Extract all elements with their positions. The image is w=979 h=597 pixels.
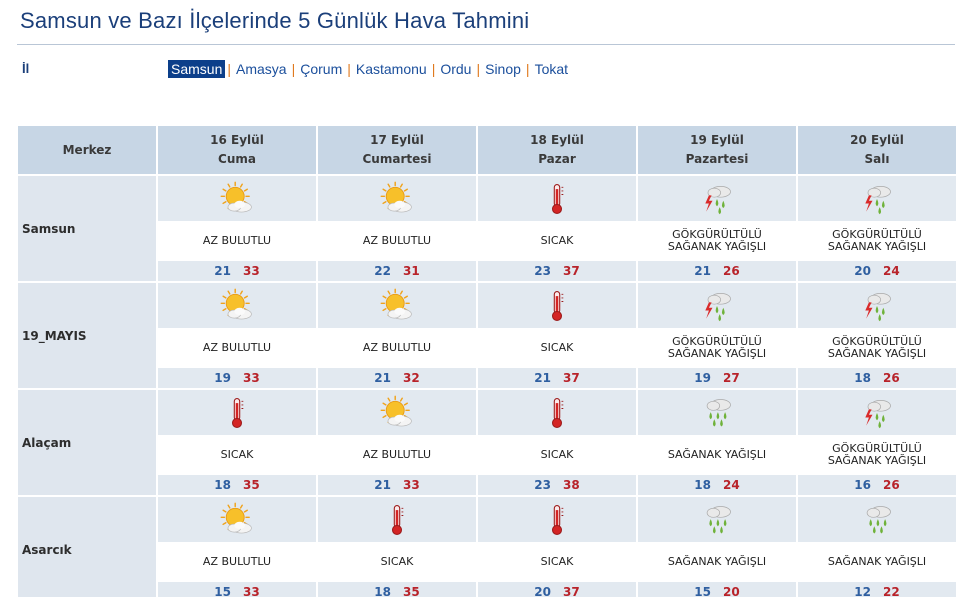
forecast-icon-row <box>17 175 957 222</box>
min-temperature: 22 <box>374 264 391 278</box>
day-header <box>637 125 797 175</box>
max-temperature: 27 <box>723 371 740 385</box>
min-temperature: 19 <box>694 371 711 385</box>
min-temperature: 15 <box>694 585 711 597</box>
temperature-cell <box>477 260 637 282</box>
day-header <box>477 125 637 175</box>
temperature-cell <box>157 474 317 496</box>
weather-description-line: SAĞANAK YAĞIŞLI <box>827 454 927 467</box>
nav-separator: | <box>347 61 351 77</box>
weather-description <box>157 329 317 367</box>
weather-description-line: SICAK <box>540 555 574 568</box>
weather-icon-cell <box>637 496 797 543</box>
nav-separator: | <box>227 61 231 77</box>
min-temperature: 18 <box>214 478 231 492</box>
weather-description <box>797 222 957 260</box>
shower-rain-icon <box>859 502 895 538</box>
province-link-tokat[interactable]: Tokat <box>534 61 569 77</box>
partly-cloudy-icon <box>219 288 255 324</box>
weather-description-line: SICAK <box>540 341 574 354</box>
forecast-icon-row <box>17 389 957 436</box>
min-temperature: 16 <box>854 478 871 492</box>
min-temperature: 18 <box>694 478 711 492</box>
min-temperature: 21 <box>694 264 711 278</box>
day-weekday: Cumartesi <box>362 152 432 166</box>
province-nav <box>168 60 571 78</box>
weather-description <box>477 543 637 581</box>
hot-thermometer-icon <box>539 502 575 538</box>
min-temperature: 23 <box>534 478 551 492</box>
max-temperature: 37 <box>563 264 580 278</box>
max-temperature: 37 <box>563 371 580 385</box>
weather-icon-cell <box>797 496 957 543</box>
min-temperature: 21 <box>214 264 231 278</box>
forecast-temp-row <box>17 581 957 597</box>
weather-icon-cell <box>477 282 637 329</box>
hot-thermometer-icon <box>539 288 575 324</box>
max-temperature: 26 <box>883 478 900 492</box>
shower-rain-icon <box>699 502 735 538</box>
min-temperature: 19 <box>214 371 231 385</box>
weather-description <box>637 222 797 260</box>
weather-icon-cell <box>637 389 797 436</box>
province-link-sinop[interactable]: Sinop <box>485 61 521 77</box>
temperature-cell <box>157 260 317 282</box>
max-temperature: 38 <box>563 478 580 492</box>
title-divider <box>17 44 955 45</box>
nav-separator: | <box>476 61 481 77</box>
weather-description <box>637 436 797 474</box>
temperature-cell <box>317 581 477 597</box>
max-temperature: 24 <box>723 478 740 492</box>
hot-thermometer-icon <box>219 395 255 431</box>
temperature-cell <box>637 260 797 282</box>
province-link-kastamonu[interactable]: Kastamonu <box>355 61 427 77</box>
min-temperature: 18 <box>854 371 871 385</box>
weather-icon-cell <box>477 389 637 436</box>
day-weekday: Pazar <box>538 152 576 166</box>
corner-header: Merkez <box>17 125 157 175</box>
weather-description-line: AZ BULUTLU <box>362 341 432 354</box>
weather-description <box>477 222 637 260</box>
temperature-cell <box>317 260 477 282</box>
weather-icon-cell <box>477 175 637 222</box>
forecast-desc-row <box>17 436 957 474</box>
weather-icon-cell <box>157 496 317 543</box>
min-temperature: 12 <box>854 585 871 597</box>
weather-description-line: AZ BULUTLU <box>202 234 272 247</box>
weather-icon-cell <box>637 282 797 329</box>
partly-cloudy-icon <box>379 395 415 431</box>
hot-thermometer-icon <box>539 395 575 431</box>
province-link-çorum[interactable]: Çorum <box>300 61 343 77</box>
day-weekday: Cuma <box>218 152 256 166</box>
day-header <box>317 125 477 175</box>
weather-description-line: GÖKGÜRÜLTÜLÜ <box>672 228 762 241</box>
max-temperature: 26 <box>883 371 900 385</box>
thunder-shower-icon <box>859 181 895 217</box>
shower-rain-icon <box>699 395 735 431</box>
weather-description-line: SAĞANAK YAĞIŞLI <box>667 555 767 568</box>
day-weekday: Salı <box>864 152 890 166</box>
partly-cloudy-icon <box>379 181 415 217</box>
weather-icon-cell <box>317 282 477 329</box>
weather-icon-cell <box>797 282 957 329</box>
weather-description-line: GÖKGÜRÜLTÜLÜ <box>832 442 922 455</box>
weather-description-line: SICAK <box>220 448 254 461</box>
day-date: 19 Eylül <box>690 133 744 147</box>
weather-icon-cell <box>157 389 317 436</box>
temperature-cell <box>477 474 637 496</box>
weather-icon-cell <box>317 175 477 222</box>
max-temperature: 35 <box>243 478 260 492</box>
forecast-icon-row <box>17 496 957 543</box>
weather-icon-cell <box>317 389 477 436</box>
temperature-cell <box>797 474 957 496</box>
partly-cloudy-icon <box>379 288 415 324</box>
weather-icon-cell <box>797 175 957 222</box>
city-name: 19_MAYIS <box>17 282 157 389</box>
forecast-table <box>16 124 958 597</box>
temperature-cell <box>797 367 957 389</box>
forecast-desc-row <box>17 543 957 581</box>
weather-description-line: SAĞANAK YAĞIŞLI <box>827 347 927 360</box>
forecast-temp-row <box>17 367 957 389</box>
max-temperature: 33 <box>243 264 260 278</box>
weather-description-line: AZ BULUTLU <box>362 448 432 461</box>
thunder-shower-icon <box>859 395 895 431</box>
temperature-cell <box>157 581 317 597</box>
day-date: 18 Eylül <box>530 133 584 147</box>
weather-description <box>157 436 317 474</box>
max-temperature: 33 <box>403 478 420 492</box>
nav-separator: | <box>431 61 436 77</box>
min-temperature: 21 <box>374 371 391 385</box>
max-temperature: 26 <box>723 264 740 278</box>
temperature-cell <box>477 367 637 389</box>
day-header <box>797 125 957 175</box>
hot-thermometer-icon <box>539 181 575 217</box>
province-link-samsun[interactable]: Samsun <box>168 60 225 78</box>
partly-cloudy-icon <box>219 181 255 217</box>
weather-description <box>797 543 957 581</box>
table-body <box>17 175 957 597</box>
temperature-cell <box>317 367 477 389</box>
min-temperature: 21 <box>534 371 551 385</box>
day-header <box>157 125 317 175</box>
weather-description-line: SICAK <box>540 448 574 461</box>
weather-description <box>317 329 477 367</box>
temperature-cell <box>637 581 797 597</box>
weather-description-line: SAĞANAK YAĞIŞLI <box>667 240 767 253</box>
weather-description-line: AZ BULUTLU <box>202 341 272 354</box>
weather-description-line: AZ BULUTLU <box>202 555 272 568</box>
weather-description-line: SICAK <box>380 555 414 568</box>
min-temperature: 23 <box>534 264 551 278</box>
weather-description-line: SAĞANAK YAĞIŞLI <box>827 240 927 253</box>
weather-icon-cell <box>157 175 317 222</box>
max-temperature: 32 <box>403 371 420 385</box>
weather-icon-cell <box>477 496 637 543</box>
province-link-amasya[interactable]: Amasya <box>236 61 287 77</box>
temperature-cell <box>637 474 797 496</box>
weather-icon-cell <box>637 175 797 222</box>
page-title: Samsun ve Bazı İlçelerinde 5 Günlük Hava Tahmini <box>20 8 530 33</box>
city-name: Asarcık <box>17 496 157 597</box>
day-date: 16 Eylül <box>210 133 264 147</box>
day-date: 17 Eylül <box>370 133 424 147</box>
weather-description <box>317 436 477 474</box>
thunder-shower-icon <box>699 181 735 217</box>
max-temperature: 33 <box>243 371 260 385</box>
min-temperature: 15 <box>214 585 231 597</box>
weather-description <box>477 436 637 474</box>
weather-description <box>477 329 637 367</box>
partly-cloudy-icon <box>219 502 255 538</box>
forecast-desc-row <box>17 329 957 367</box>
day-weekday: Pazartesi <box>685 152 749 166</box>
temperature-cell <box>477 581 637 597</box>
min-temperature: 18 <box>374 585 391 597</box>
table-header-row <box>17 125 957 175</box>
temperature-cell <box>157 367 317 389</box>
max-temperature: 33 <box>243 585 260 597</box>
weather-description-line: SAĞANAK YAĞIŞLI <box>827 555 927 568</box>
weather-description-line: SAĞANAK YAĞIŞLI <box>667 347 767 360</box>
max-temperature: 35 <box>403 585 420 597</box>
weather-description-line: SAĞANAK YAĞIŞLI <box>667 448 767 461</box>
weather-description <box>157 543 317 581</box>
hot-thermometer-icon <box>379 502 415 538</box>
weather-icon-cell <box>317 496 477 543</box>
weather-description <box>317 543 477 581</box>
weather-description-line: GÖKGÜRÜLTÜLÜ <box>672 335 762 348</box>
weather-description <box>317 222 477 260</box>
max-temperature: 37 <box>563 585 580 597</box>
min-temperature: 20 <box>534 585 551 597</box>
weather-icon-cell <box>157 282 317 329</box>
thunder-shower-icon <box>859 288 895 324</box>
temperature-cell <box>317 474 477 496</box>
forecast-temp-row <box>17 474 957 496</box>
thunder-shower-icon <box>699 288 735 324</box>
max-temperature: 22 <box>883 585 900 597</box>
weather-icon-cell <box>797 389 957 436</box>
weather-description <box>797 436 957 474</box>
max-temperature: 20 <box>723 585 740 597</box>
temperature-cell <box>637 367 797 389</box>
min-temperature: 20 <box>854 264 871 278</box>
day-date: 20 Eylül <box>850 133 904 147</box>
weather-description-line: GÖKGÜRÜLTÜLÜ <box>832 228 922 241</box>
weather-description-line: GÖKGÜRÜLTÜLÜ <box>832 335 922 348</box>
temperature-cell <box>797 581 957 597</box>
weather-description <box>797 329 957 367</box>
city-name: Alaçam <box>17 389 157 496</box>
forecast-temp-row <box>17 260 957 282</box>
weather-description <box>637 329 797 367</box>
max-temperature: 24 <box>883 264 900 278</box>
max-temperature: 31 <box>403 264 420 278</box>
weather-description <box>637 543 797 581</box>
province-label: İl <box>22 61 30 76</box>
weather-description-line: AZ BULUTLU <box>362 234 432 247</box>
forecast-desc-row <box>17 222 957 260</box>
nav-separator: | <box>525 61 530 77</box>
forecast-icon-row <box>17 282 957 329</box>
weather-description-line: SICAK <box>540 234 574 247</box>
province-link-ordu[interactable]: Ordu <box>440 61 472 77</box>
min-temperature: 21 <box>374 478 391 492</box>
weather-description <box>157 222 317 260</box>
city-name: Samsun <box>17 175 157 282</box>
nav-separator: | <box>291 61 296 77</box>
temperature-cell <box>797 260 957 282</box>
